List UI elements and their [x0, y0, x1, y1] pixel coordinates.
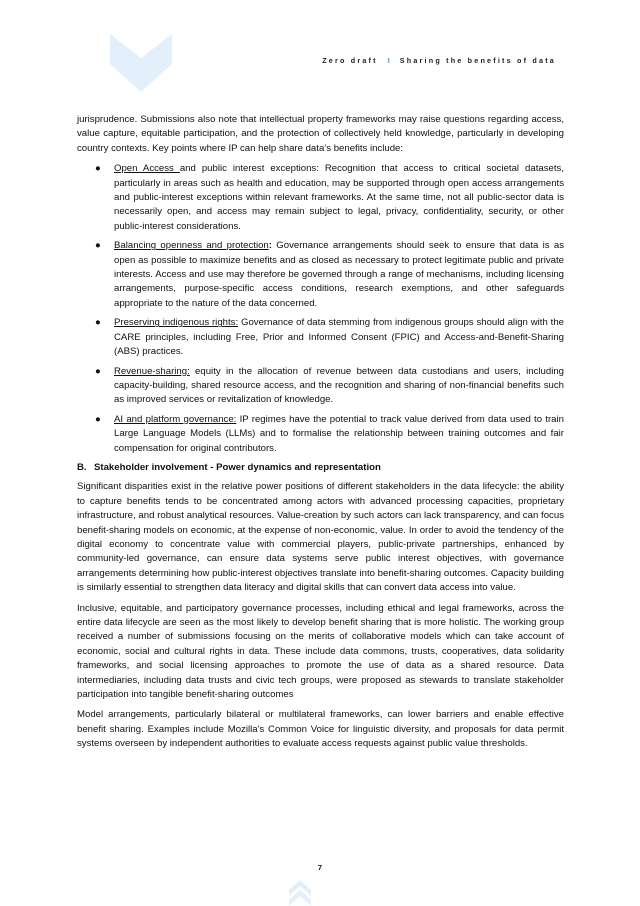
ip-key-points-list — [77, 162, 564, 456]
bullet-icon: ● — [95, 240, 101, 252]
running-header — [322, 56, 556, 65]
header-separator: I — [387, 56, 390, 65]
list-item — [77, 316, 564, 359]
body-paragraph: Model arrangements, particularly bilateral or multilateral frameworks, can lower barriers and enable effective benefit sharing. Examples include Mozilla's Common Voice for linguistic diversity, and proposals for data permit systems overseen by independent authorities to evaluate access requests against public value thresholds. — [77, 709, 564, 750]
bullet-icon: ● — [95, 413, 101, 425]
list-item — [77, 239, 564, 311]
bullet-term: Balancing openness and protection — [114, 240, 269, 252]
section-heading — [77, 461, 564, 475]
body-paragraph: Significant disparities exist in the relative power positions of different stakeholders in the data lifecycle: the ability to capture benefits tends to be concentrated among actors with advanced processing capacities, proprietary infrastructure, and robust analytical resources. Value-creation by such actors can lack transparency, and can focus benefit-sharing models on economic, at the expense of non-economic, value. In order to avoid the tendency of the digital economy to concentrate value with commercial players, public-private partnerships, enhanced by community-led governance, can ensure data systems serve public interest objectives, with governance arrangements determining how public-interest objectives translate into benefit-sharing outcomes. Capacity building is similarly essential to strengthen data literacy and digital skills that can convert data access into value. — [77, 481, 564, 594]
header-doc-title: Sharing the benefits of data — [399, 56, 556, 65]
list-item — [77, 365, 564, 408]
bullet-text: equity in the allocation of revenue between data custodians and users, including capacity-building, shared resource access, and the recognition and sharing of non-financial benefits such as improved services or revitalization of knowledge. — [114, 365, 564, 406]
bullet-text: Governance arrangements should seek to ensure that data is as open as possible to maximize benefits and as closed as necessary to protect legitimate public and private interests. Access and use may therefore be governed through a range of mechanisms, including licensing arrangements, purpose-specific access conditions, research exemptions, and other safeguards appropriate to the nature of the data concerned. — [114, 240, 564, 309]
list-item — [77, 162, 564, 234]
bullet-term: Open Access — [114, 163, 180, 175]
bullet-icon: ● — [95, 163, 101, 175]
bullet-text: Governance of data stemming from indigenous groups should align with the CARE principles, including Free, Prior and Informed Consent (FPIC) and Access-and-Benefit-Sharing (ABS) practices. — [114, 317, 564, 358]
list-item — [77, 413, 564, 456]
bullet-text: IP regimes have the potential to track value derived from data used to train Large Language Models (LLMs) and to formalise the relationship between training outcomes and fair compensation for original contributors. — [114, 413, 564, 454]
section-letter: B. — [77, 461, 87, 473]
bullet-term: Revenue-sharing: — [114, 365, 190, 377]
bullet-icon: ● — [95, 317, 101, 329]
bullet-term: AI and platform governance: — [114, 413, 237, 425]
chevron-up-logo-icon — [289, 880, 311, 906]
bullet-icon: ● — [95, 365, 101, 377]
section-title: Stakeholder involvement - Power dynamics and representation — [94, 461, 381, 473]
intro-paragraph: jurisprudence. Submissions also note that intellectual property frameworks may raise questions regarding access, value capture, equitable participation, and the protection of collectively held knowledge, particularly in developing country contexts. Key points where IP can help share data’s benefits include: — [77, 114, 564, 154]
body-paragraph: Inclusive, equitable, and participatory governance processes, including ethical and legal frameworks, across the entire data lifecycle are seen as the most likely to develop benefit sharing that is more holistic. The working group received a number of submissions focusing on the merits of collaborative models which can take account of economic, social and cultural rights in data. These include data commons, trusts, cooperatives, data solidarity frameworks, and social licensing approaches to promote the use of data as a shared resource. Data intermediaries, including data trusts and civic tech groups, were proposed as stewards to translate stakeholder participation into tangible benefit-sharing outcomes — [77, 602, 564, 701]
bullet-term: Preserving indigenous rights: — [114, 317, 239, 329]
page-number: 7 — [317, 863, 323, 872]
header-doc-status: Zero draft — [322, 56, 378, 65]
bullet-text: and public interest exceptions: Recognition that access to critical societal datasets, particularly in areas such as health and education, may be supported through open access arrangements and public-interest exceptions within relevant frameworks. At the same time, not all public-sector data is necessarily open, and access may remain subject to legal, privacy, confidentiality, security, or other public-interest considerations. — [114, 163, 564, 232]
chevron-logo-icon — [110, 34, 172, 92]
page-body — [77, 113, 564, 758]
bullet-colon: : — [268, 240, 272, 252]
